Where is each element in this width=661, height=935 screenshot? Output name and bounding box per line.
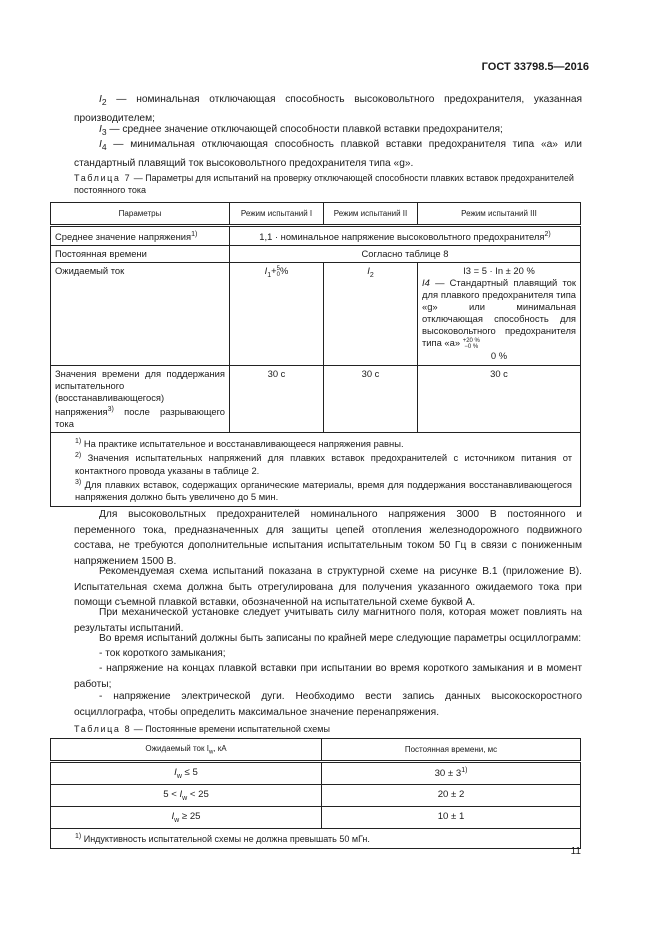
paragraph: Рекомендуемая схема испытаний показана в структурной схеме на рисунке В.1 (приложение В). Испытательная схема должна быть отрегулирована для получения указанного ожидаемого тока при помощи съемной плавкой вставки, обозначенной на испытательной схеме буквой А. (74, 566, 582, 608)
table7-caption: Таблица 7 — Параметры для испытаний на проверку отключающей способности плавких вставок предохранителей постоянного тока (74, 173, 574, 195)
t7-row-time-mode2: 30 с (324, 366, 418, 433)
t7-row-time-mode3: 30 с (418, 366, 581, 433)
t7-footnote: $^{2)}$ Значения испытательных напряжений для плавких вставок предохранителей с источником питания от контактного провода указаны в таблице 2. (75, 452, 572, 476)
t8-footnote: $^{1)}$ Индуктивность испытательной схемы не должна превышать 50 мГн. (51, 829, 581, 849)
def-i2: $I_2$ — номинальная отключающая способность высоковольтного предохранителя, указанная производителем; (74, 94, 582, 124)
t7-row-current-mode1: $I_1+5$ 0% (230, 263, 324, 366)
t7-row-voltage-value: 1,1 · номинальное напряжение высоковольтного предохранителя$^{2)}$ (230, 226, 581, 246)
t7-header-mode1: Режим испытаний I (230, 203, 324, 226)
table-8 (50, 738, 581, 849)
t7-row-time-mode1: 30 с (230, 366, 324, 433)
table-cell: 20 ± 2 (322, 785, 581, 807)
list-item: - ток короткого замыкания; (99, 648, 226, 659)
table8-caption: Таблица 8 — Постоянные времени испытательной схемы (74, 724, 330, 734)
def-i4: $I_4$ — минимальная отключающая способность плавкой вставки предохранителя типа «а» или стандартный плавящий ток высоковольтного предохранителя типа «g». (74, 139, 582, 169)
t7-row-current-label: Ожидаемый ток (51, 263, 230, 366)
t7-header-mode3: Режим испытаний III (418, 203, 581, 226)
t7-header-mode2: Режим испытаний II (324, 203, 418, 226)
page-number: 11 (570, 846, 581, 857)
table-row: $5 < I_w < 25$ (51, 785, 322, 807)
table-row: $I_w \ge 25$ (51, 807, 322, 829)
paragraph: При механической установке следует учитывать силу магнитного поля, которая может повлиять на результаты испытаний. (74, 607, 582, 634)
t7-row-timeconst-label: Постоянная времени (51, 246, 230, 263)
table-cell: 10 ± 1 (322, 807, 581, 829)
t8-header-current: Ожидаемый ток $I_w$, кА (51, 739, 322, 762)
t7-footnote: $^{1)}$ На практике испытательное и восстанавливающееся напряжения равны. (75, 438, 404, 450)
paragraph: Во время испытаний должны быть записаны по крайней мере следующие параметры осциллограмм: (99, 633, 582, 644)
table-cell: $30 \pm 3^{1)}$ (322, 762, 581, 785)
t7-row-current-mode3: I3 = 5 · In ± 20 % I4 — Стандартный плавящий ток для плавкого предохранителя типа «g» или минимальная отключающая способность для высоковольтного предохранителя типа «а» +20 % −0 % 0 % (418, 263, 581, 366)
list-item: - напряжение на концах плавкой вставки при испытании во время короткого замыкания и в момент работы; (74, 663, 582, 690)
t7-row-timeconst-value: Согласно таблице 8 (230, 246, 581, 263)
paragraph: Для высоковольтных предохранителей номинального напряжения 3000 В постоянного и переменного тока, предназначенных для защиты цепей отопления железнодорожного подвижного состава, не требуются дополнительные испытания испытательным током 50 Гц в связи с пониженным напряжением 1500 В. (74, 509, 582, 567)
t8-header-timeconst: Постоянная времени, мс (322, 739, 581, 762)
list-item: - напряжение электрической дуги. Необходимо вести запись данных высокоскоростного осциллографа, чтобы определить максимальное значение перенапряжения. (74, 691, 582, 718)
t7-footnotes (51, 433, 581, 506)
t7-row-voltage-label: Среднее значение напряжения$^{1)}$ (51, 226, 230, 246)
table-7 (50, 202, 581, 507)
standard-number: ГОСТ 33798.5—2016 (481, 61, 589, 73)
def-i3: $I_3$ — среднее значение отключающей способности плавкой вставки предохранителя; (99, 124, 503, 138)
t7-footnote: $^{3)}$ Для плавких вставок, содержащих органические материалы, время для поддержания восстанавливающегося напряжения должно быть увеличено до 5 мин. (75, 478, 572, 502)
t7-row-current-mode2: $I_2$ (324, 263, 418, 366)
t7-header-params: Параметры (51, 203, 230, 226)
t7-row-time-label: Значения времени для поддержания испытательного (восстанавливающегося) напряжения$^{3)}$ после разрывающего тока (51, 366, 230, 433)
table-row: $I_w \le 5$ (51, 762, 322, 785)
